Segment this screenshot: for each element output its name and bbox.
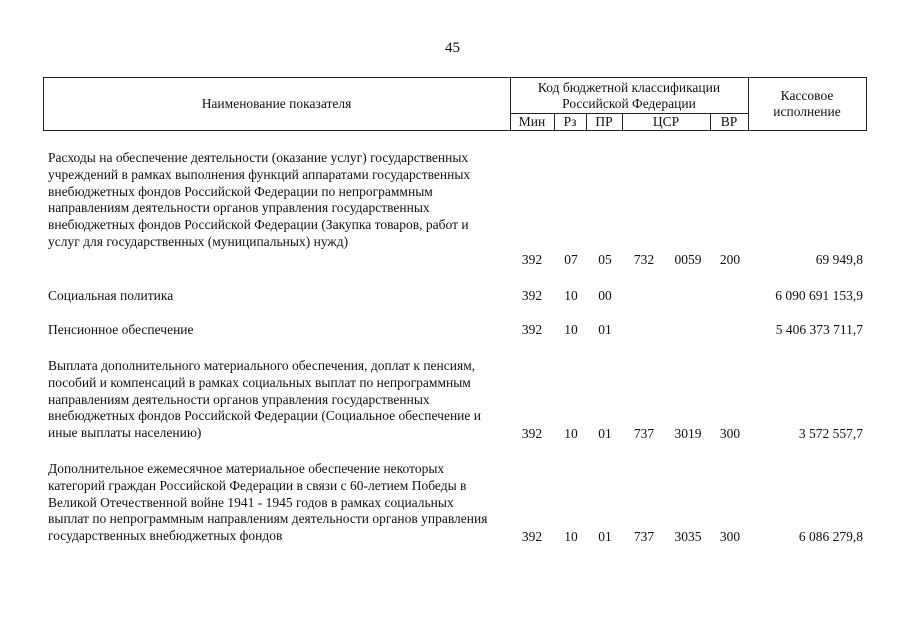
table-cell-rz: 10 — [564, 426, 578, 441]
header-vr: ВР — [720, 114, 738, 129]
header-name-column: Наименование показателя — [201, 96, 352, 111]
table-cell-rz: 10 — [564, 322, 578, 337]
header-code-group-line1: Код бюджетной классификации — [537, 80, 721, 95]
header-code-group-line2: Российской Федерации — [562, 96, 696, 111]
table-cell-min: 392 — [521, 288, 543, 303]
table-cell-vr: 300 — [719, 426, 741, 441]
header-amount-line1: Кассовое — [780, 88, 834, 103]
table-cell-min: 392 — [521, 322, 543, 337]
table-cell-csr1: 737 — [633, 529, 655, 544]
table-cell-min: 392 — [521, 426, 543, 441]
table-row-name: Пенсионное обеспечение — [48, 322, 194, 337]
table-cell-amount: 6 086 279,8 — [798, 529, 863, 544]
table-cell-vr: 200 — [719, 252, 741, 267]
table-cell-rz: 10 — [564, 288, 578, 303]
table-cell-rz: 07 — [564, 252, 578, 267]
table-row-name: Социальная политика — [48, 288, 174, 303]
table-cell-pr: 01 — [598, 529, 612, 544]
table-row-name: Расходы на обеспечение деятельности (оказание услуг) государственных учреждений в рамках выполнения функций аппаратами государственных внебюджетных фондов Российской Федерации по непрограммным направлениям деятельности органов управления государственных внебюджетных фондов Российской Федерации (Закупка товаров, работ и услуг для государственных (муниципальных) нужд) — [48, 150, 471, 249]
table-cell-amount: 5 406 373 711,7 — [775, 322, 863, 337]
table-cell-min: 392 — [521, 529, 543, 544]
table-cell-csr2: 3019 — [674, 426, 702, 441]
table-cell-csr2: 0059 — [674, 252, 702, 267]
table-cell-pr: 05 — [598, 252, 612, 267]
header-pr: ПР — [595, 114, 613, 129]
header-amount-line2: исполнение — [773, 104, 841, 119]
table-cell-csr1: 737 — [633, 426, 655, 441]
table-cell-pr: 01 — [598, 426, 612, 441]
header-rz: Рз — [563, 114, 577, 129]
table-cell-pr: 00 — [598, 288, 612, 303]
table-cell-csr1: 732 — [633, 252, 655, 267]
header-top-border — [43, 77, 867, 78]
table-cell-amount: 3 572 557,7 — [798, 426, 863, 441]
table-cell-min: 392 — [521, 252, 543, 267]
table-row-name: Выплата дополнительного материального обеспечения, доплат к пенсиям, пособий и компенсаций в рамках социальных выплат по непрограммным направлениям деятельности органов управления государственных внебюджетных фондов Российской Федерации (Социальное обеспечение и иные выплаты населению) — [48, 358, 481, 441]
table-cell-vr: 300 — [719, 529, 741, 544]
table-cell-amount: 69 949,8 — [815, 252, 863, 267]
page-number: 45 — [445, 40, 460, 56]
table-cell-pr: 01 — [598, 322, 612, 337]
table-row-name: Дополнительное ежемесячное материальное обеспечение некоторых категорий граждан Российской Федерации в связи с 60-летием Победы в Великой Отечественной войне 1941 - 1945 годов в рамках социальных выплат по непрограммным направлениям деятельности органов управления государственных внебюджетных фондов — [48, 461, 488, 544]
header-right-border — [866, 77, 867, 131]
table-cell-amount: 6 090 691 153,9 — [775, 288, 863, 303]
header-min: Мин — [518, 114, 546, 129]
header-bottom-border — [43, 130, 867, 131]
table-cell-csr2: 3035 — [674, 529, 702, 544]
table-cell-rz: 10 — [564, 529, 578, 544]
header-csr: ЦСР — [652, 114, 680, 129]
